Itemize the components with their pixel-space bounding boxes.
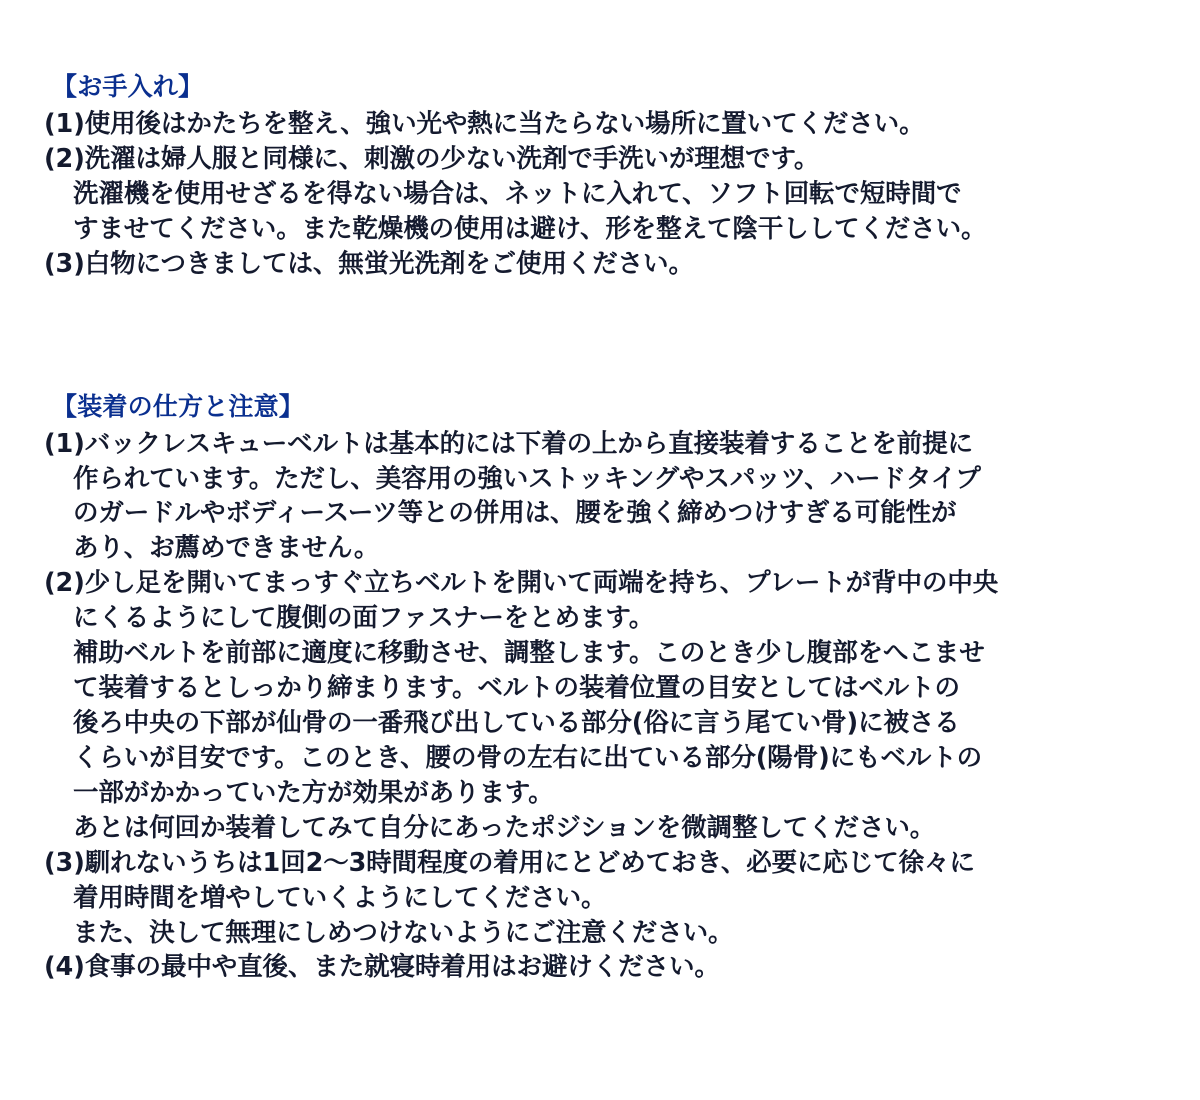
wearing-line-5: (2)少し足を開いてまっすぐ立ちベルトを開いて両端を持ち、プレートが背中の中央: [44, 568, 999, 599]
wearing-line-13: (3)馴れないうちは1回2〜3時間程度の着用にとどめておき、必要に応じて徐々に: [44, 847, 975, 878]
section-heading-wearing: 【装着の仕方と注意】: [52, 391, 305, 421]
wearing-line-11: 一部がかかっていた方が効果があります。: [73, 777, 554, 808]
wearing-line-14: 着用時間を増やしていくようにしてください。: [73, 882, 607, 913]
wearing-line-1: (1)バックレスキューベルトは基本的には下着の上から直接装着することを前提に: [44, 428, 973, 459]
wearing-line-8: て装着するとしっかり締まります。ベルトの装着位置の目安としてはベルトの: [73, 673, 960, 704]
wearing-line-12: あとは何回か装着してみて自分にあったポジションを微調整してください。: [73, 812, 936, 843]
wearing-line-2: 作られています。ただし、美容用の強いストッキングやスパッツ、ハードタイプ: [73, 463, 981, 494]
care-line-4: すませてください。また乾燥機の使用は避け、形を整えて陰干ししてください。: [73, 213, 987, 244]
wearing-instructions-section: [40, 390, 1160, 986]
care-instructions-section: [40, 70, 1160, 282]
wearing-line-9: 後ろ中央の下部が仙骨の一番飛び出している部分(俗に言う尾てい骨)に被さる: [73, 707, 960, 738]
wearing-line-10: くらいが目安です。このとき、腰の骨の左右に出ている部分(陽骨)にもベルトの: [73, 742, 983, 773]
wearing-line-16: (4)食事の最中や直後、また就寝時着用はお避けください。: [44, 952, 720, 983]
care-line-2: (2)洗濯は婦人服と同様に、刺激の少ない洗剤で手洗いが理想です。: [44, 143, 820, 174]
wearing-line-4: あり、お薦めできません。: [73, 533, 380, 564]
care-line-3: 洗濯機を使用せざるを得ない場合は、ネットに入れて、ソフト回転で短時間で: [73, 178, 962, 209]
wearing-line-6: にくるようにして腹側の面ファスナーをとめます。: [73, 603, 655, 634]
wearing-line-7: 補助ベルトを前部に適度に移動させ、調整します。このとき少し腹部をへこませ: [73, 638, 985, 669]
care-line-1: (1)使用後はかたちを整え、強い光や熱に当たらない場所に置いてください。: [44, 109, 925, 139]
care-line-5: (3)白物につきましては、無蛍光洗剤をご使用ください。: [44, 248, 694, 279]
section-heading-care: 【お手入れ】: [52, 72, 204, 101]
wearing-line-15: また、決して無理にしめつけないようにご注意ください。: [73, 917, 734, 948]
section-spacer: [40, 282, 1160, 390]
wearing-line-3: のガードルやボディースーツ等との併用は、腰を強く締めつけすぎる可能性が: [73, 498, 957, 529]
